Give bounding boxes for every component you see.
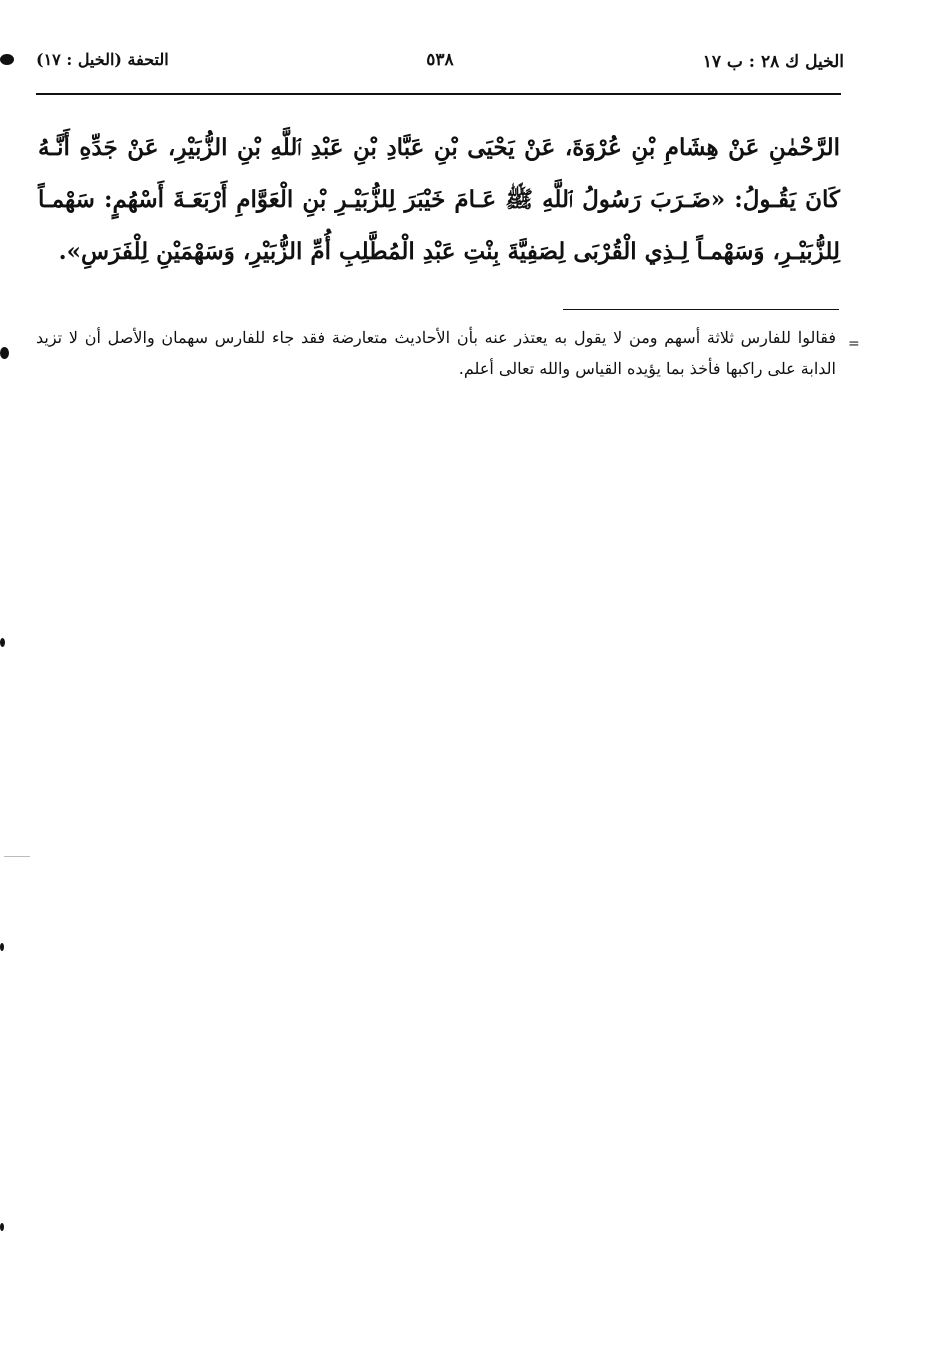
hadith-text: الرَّحْمٰنِ عَنْ هِشَامِ بْنِ عُرْوَةَ، عَنْ يَحْيَى بْنِ عَبَّادِ بْنِ عَبْدِ ٱللَّهِ بْنِ الزُّبَيْرِ، عَنْ جَدِّهِ أَنَّـهُ كَانَ يَقُـولُ: «ضَـرَبَ رَسُولُ ٱللَّهِ ﷺ عَـامَ خَيْبَرَ لِلزُّبَيْـرِ بْنِ الْعَوَّامِ أَرْبَعَـةَ أَسْهُمٍ: سَهْمـاً لِلزُّبَيْـرِ، وَسَهْمـاً لِـذِي الْقُرْبَى لِصَفِيَّةَ بِنْتِ عَبْدِ الْمُطَّلِبِ أُمِّ الزُّبَيْرِ، وَسَهْمَيْنِ لِلْفَرَسِ». — [38, 134, 840, 265]
header-rule — [36, 93, 841, 95]
page-number: ٥٣٨ — [426, 50, 454, 70]
footnote-continuation-marker: = — [848, 336, 860, 352]
scan-speck — [4, 856, 30, 857]
page-header — [36, 46, 844, 78]
scan-mark-left-5 — [0, 1223, 4, 1231]
footnote-text: فقالوا للفارس ثلاثة أسهم ومن لا يقول به يعتذر عنه بأن الأحاديث متعارضة فقد جاء للفارس سهمان والأصل أن لا تزيد الدابة على راكبها فأخذ بما يؤيده القياس والله تعالى أعلم. — [36, 328, 836, 378]
scan-mark-left-4 — [0, 943, 4, 951]
footnote-separator — [563, 309, 839, 310]
header-book-reference: التحفة (الخيل : ١٧) — [36, 50, 169, 69]
hadith-text-block — [38, 122, 840, 278]
footnote-block — [36, 322, 836, 384]
scan-mark-left-2 — [0, 347, 9, 359]
scan-mark-left-3 — [0, 638, 5, 647]
scan-mark-left-1 — [0, 54, 14, 65]
header-chapter-reference: الخيل ك ٢٨ : ب ١٧ — [702, 52, 844, 72]
